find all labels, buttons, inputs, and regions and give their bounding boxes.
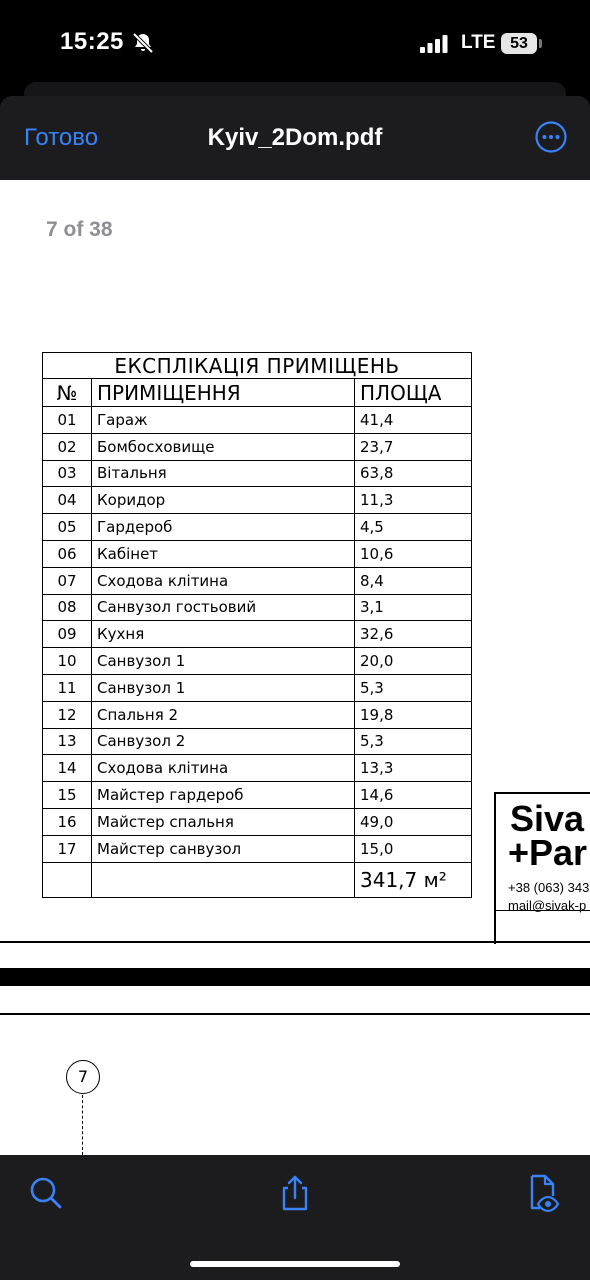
table-row xyxy=(43,701,472,728)
cell-room: Бомбосховище xyxy=(92,433,355,460)
bell-slash-icon xyxy=(131,31,155,55)
battery-tip xyxy=(539,39,542,48)
cell-room: Майстер спальня xyxy=(92,808,355,835)
cell-area: 23,7 xyxy=(355,433,472,460)
cell-num: 13 xyxy=(43,728,92,755)
cell-room: Сходова клітина xyxy=(92,567,355,594)
cell-area: 41,4 xyxy=(355,407,472,434)
cell-room: Вітальня xyxy=(92,460,355,487)
cell-num: 15 xyxy=(43,782,92,809)
stamp-phone: +38 (063) 343 xyxy=(508,880,590,895)
header-num: № xyxy=(43,379,92,407)
cell-num: 03 xyxy=(43,460,92,487)
frame-band xyxy=(0,968,590,986)
table-row xyxy=(43,514,472,541)
page-indicator: 7 of 38 xyxy=(46,218,113,241)
cell-area: 13,3 xyxy=(355,755,472,782)
cell-room: Спальня 2 xyxy=(92,701,355,728)
search-icon[interactable] xyxy=(28,1173,64,1213)
cell-area: 5,3 xyxy=(355,728,472,755)
document-eye-icon[interactable] xyxy=(524,1173,560,1213)
room-explication-table xyxy=(42,352,472,898)
status-bar xyxy=(0,0,590,86)
cell-room: Санвузол 1 xyxy=(92,674,355,701)
frame-line xyxy=(0,941,590,943)
cell-area: 32,6 xyxy=(355,621,472,648)
table-row xyxy=(43,621,472,648)
table-row xyxy=(43,755,472,782)
cell-num: 11 xyxy=(43,674,92,701)
cell-area: 11,3 xyxy=(355,487,472,514)
cell-room: Майстер санвузол xyxy=(92,835,355,862)
done-button[interactable]: Готово xyxy=(24,124,99,151)
table-total-row xyxy=(43,862,472,897)
cell-area: 15,0 xyxy=(355,835,472,862)
battery-level: 53 xyxy=(501,33,537,54)
cell-room: Кабінет xyxy=(92,540,355,567)
cell-num: 02 xyxy=(43,433,92,460)
cell-room: Санвузол гостьовий xyxy=(92,594,355,621)
cell-room: Сходова клітина xyxy=(92,755,355,782)
cell-num: 08 xyxy=(43,594,92,621)
cell-num: 05 xyxy=(43,514,92,541)
cell-area: 4,5 xyxy=(355,514,472,541)
cell-num: 16 xyxy=(43,808,92,835)
cell-area: 49,0 xyxy=(355,808,472,835)
total-area: 341,7 м² xyxy=(355,862,472,897)
table-title-row xyxy=(43,353,472,379)
table-row xyxy=(43,808,472,835)
table-row xyxy=(43,782,472,809)
pdf-page[interactable] xyxy=(0,180,590,1155)
cell-area: 3,1 xyxy=(355,594,472,621)
stamp-email: mail@sivak-p xyxy=(508,898,587,913)
table-row xyxy=(43,594,472,621)
cell-area: 20,0 xyxy=(355,648,472,675)
header-room: ПРИМІЩЕННЯ xyxy=(92,379,355,407)
cell-area: 5,3 xyxy=(355,674,472,701)
stamp-divider xyxy=(496,910,590,911)
cell-area: 8,4 xyxy=(355,567,472,594)
table-row xyxy=(43,460,472,487)
share-icon[interactable] xyxy=(277,1173,313,1213)
cell-room: Гардероб xyxy=(92,514,355,541)
table-header-row xyxy=(43,379,472,407)
cell-num: 09 xyxy=(43,621,92,648)
cell-room: Санвузол 2 xyxy=(92,728,355,755)
table-row xyxy=(43,728,472,755)
cell-num: 12 xyxy=(43,701,92,728)
cell-area: 63,8 xyxy=(355,460,472,487)
table-row xyxy=(43,674,472,701)
table-row xyxy=(43,540,472,567)
cell-num: 01 xyxy=(43,407,92,434)
cell-num: 06 xyxy=(43,540,92,567)
table-row xyxy=(43,487,472,514)
frame-line xyxy=(0,1013,590,1015)
table-row xyxy=(43,567,472,594)
document-title: Kyiv_2Dom.pdf xyxy=(207,124,383,151)
ellipsis-circle-icon[interactable] xyxy=(535,121,567,153)
cell-room: Кухня xyxy=(92,621,355,648)
cell-room: Гараж xyxy=(92,407,355,434)
title-block-stamp xyxy=(494,792,590,944)
cell-num: 10 xyxy=(43,648,92,675)
table-title: ЕКСПЛІКАЦІЯ ПРИМІЩЕНЬ xyxy=(43,353,472,379)
cell-room: Майстер гардероб xyxy=(92,782,355,809)
grid-axis-line xyxy=(82,1095,83,1155)
cell-num: 07 xyxy=(43,567,92,594)
nav-bar xyxy=(0,96,590,180)
table-row xyxy=(43,433,472,460)
cellular-signal-icon xyxy=(420,35,448,53)
table-row xyxy=(43,407,472,434)
bottom-toolbar xyxy=(0,1155,590,1280)
home-indicator xyxy=(190,1261,400,1267)
cell-area: 19,8 xyxy=(355,701,472,728)
empty-cell xyxy=(92,862,355,897)
grid-axis-marker: 7 xyxy=(66,1060,100,1094)
header-area: ПЛОЩА xyxy=(355,379,472,407)
table-row xyxy=(43,648,472,675)
table-row xyxy=(43,835,472,862)
network-type: LTE xyxy=(461,32,496,53)
cell-room: Коридор xyxy=(92,487,355,514)
stamp-brand-line1: Siva xyxy=(510,798,585,839)
status-time: 15:25 xyxy=(60,28,124,55)
cell-num: 04 xyxy=(43,487,92,514)
stamp-brand-line2: +Par xyxy=(508,832,588,873)
cell-num: 17 xyxy=(43,835,92,862)
cell-num: 14 xyxy=(43,755,92,782)
cell-area: 14,6 xyxy=(355,782,472,809)
cell-area: 10,6 xyxy=(355,540,472,567)
cell-room: Санвузол 1 xyxy=(92,648,355,675)
empty-cell xyxy=(43,862,92,897)
